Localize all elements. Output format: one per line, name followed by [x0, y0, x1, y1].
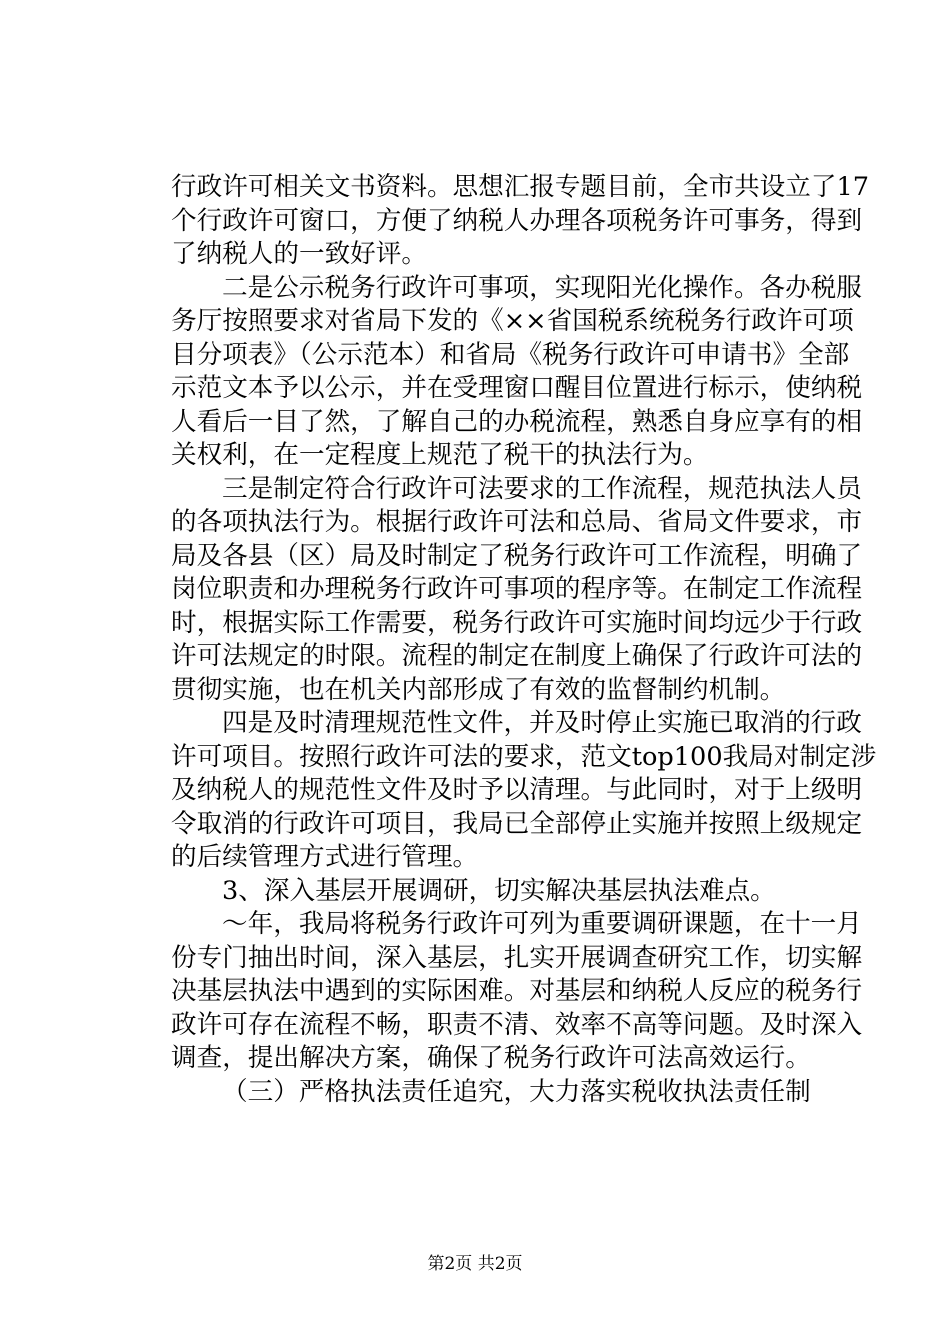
text-line: 及纳税人的规范性文件及时予以清理。与此同时，对于上级明: [171, 775, 863, 805]
section-heading: （三）严格执法责任追究，大力落实税收执法责任制: [222, 1076, 811, 1107]
text-line: 岗位职责和办理税务行政许可事项的程序等。在制定工作流程: [171, 574, 863, 604]
text-line: 个行政许可窗口，方便了纳税人办理各项税务许可事务，得到: [171, 205, 863, 236]
text-line: 关权利，在一定程度上规范了税干的执法行为。: [171, 440, 709, 470]
text-line: 局及各县（区）局及时制定了税务行政许可工作流程，明确了: [171, 540, 863, 571]
text-line: 了纳税人的一致好评。: [171, 239, 427, 269]
text-line: 令取消的行政许可项目，我局已全部停止实施并按照上级规定: [171, 808, 863, 839]
document-body: [171, 171, 877, 1109]
text-line: 目分项表》（公示范本）和省局《税务行政许可申请书》全部: [171, 339, 850, 370]
text-line: ～年，我局将税务行政许可列为重要调研课题，在十一月: [222, 909, 862, 939]
text-line: 许可项目。按照行政许可法的要求，范文top100我局对制定涉: [171, 741, 877, 772]
page-number: 第2页 共2页: [427, 1254, 523, 1274]
text-line: 三是制定符合行政许可法要求的工作流程，规范执法人员: [222, 473, 862, 504]
text-line: 人看后一目了然，了解自己的办税流程，熟悉自身应享有的相: [171, 406, 863, 437]
text-line: 务厅按照要求对省局下发的《××省国税系统税务行政许可项: [171, 306, 854, 336]
text-line: 行政许可相关文书资料。思想汇报专题目前，全市共设立了17: [171, 172, 870, 202]
text-line: 决基层执法中遇到的实际困难。对基层和纳税人反应的税务行: [171, 976, 863, 1006]
text-line: 调查，提出解决方案，确保了税务行政许可法高效运行。: [171, 1043, 811, 1073]
text-line: 份专门抽出时间，深入基层，扎实开展调查研究工作，切实解: [171, 942, 863, 973]
text-line: 时，根据实际工作需要，税务行政许可实施时间均远少于行政: [171, 607, 863, 638]
text-line: 贯彻实施，也在机关内部形成了有效的监督制约机制。: [171, 674, 786, 705]
text-line: 示范文本予以公示，并在受理窗口醒目位置进行标示，使纳税: [171, 373, 863, 403]
text-line: 的后续管理方式进行管理。: [171, 842, 479, 872]
text-line: 许可法规定的时限。流程的制定在制度上确保了行政许可法的: [171, 641, 863, 671]
text-line: 政许可存在流程不畅，职责不清、效率不高等问题。及时深入: [171, 1009, 863, 1040]
text-line: 的各项执法行为。根据行政许可法和总局、省局文件要求，市: [171, 507, 863, 537]
text-line: 四是及时清理规范性文件，并及时停止实施已取消的行政: [222, 708, 862, 738]
section-heading: 3、深入基层开展调研，切实解决基层执法难点。: [222, 875, 776, 906]
text-line: 二是公示税务行政许可事项，实现阳光化操作。各办税服: [222, 272, 862, 303]
